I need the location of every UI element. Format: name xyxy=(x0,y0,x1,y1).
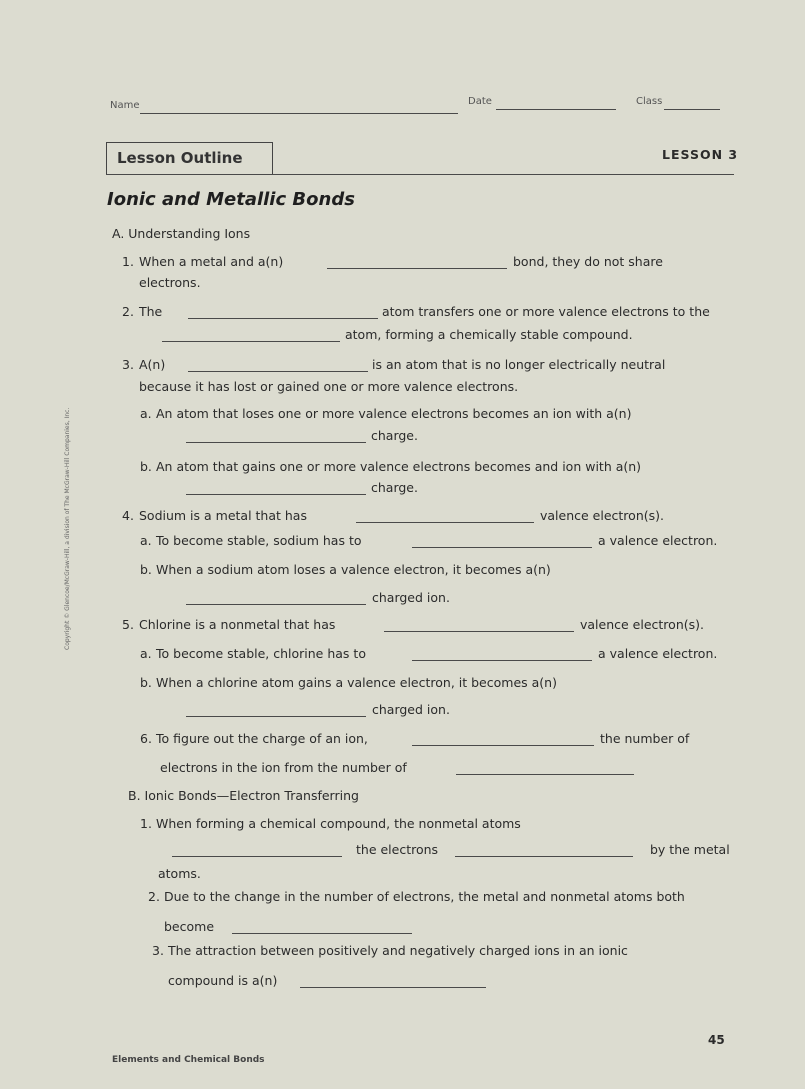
q-a6-text: To figure out the charge of an ion, xyxy=(156,731,368,746)
q-a4a-letter: a. xyxy=(140,533,152,548)
q-a4b-text: When a sodium atom loses a valence electron, it becomes a(n) xyxy=(156,562,551,577)
q-a6-blank-1[interactable] xyxy=(412,745,594,746)
date-label: Date xyxy=(468,96,492,107)
q-a4-text-post: valence electron(s). xyxy=(540,508,664,523)
q-a3b-blank[interactable] xyxy=(186,494,366,495)
q-a5-text: Chlorine is a nonmetal that has xyxy=(139,617,336,632)
q-a3-text: A(n) xyxy=(139,357,166,372)
q-b2-text: Due to the change in the number of electrons, the metal and nonmetal atoms both xyxy=(164,889,685,904)
q-a3a-text-post: charge. xyxy=(371,428,418,443)
q-b1-blank-1[interactable] xyxy=(172,856,342,857)
q-b3-text-cont: compound is a(n) xyxy=(168,973,278,988)
q-a4a-text: To become stable, sodium has to xyxy=(156,533,362,548)
q-a5b-text: When a chlorine atom gains a valence electron, it becomes a(n) xyxy=(156,675,557,690)
q-a1-number: 1. xyxy=(122,254,134,269)
q-b3-blank[interactable] xyxy=(300,987,486,988)
q-b3-text: The attraction between positively and negatively charged ions in an ionic xyxy=(168,943,628,958)
q-a3-blank[interactable] xyxy=(188,371,368,372)
q-a2-number: 2. xyxy=(122,304,134,319)
q-b2-number: 2. xyxy=(148,889,160,904)
q-a5a-text: To become stable, chlorine has to xyxy=(156,646,366,661)
q-a2-text: The xyxy=(139,304,163,319)
q-a3a-letter: a. xyxy=(140,406,152,421)
q-a6-blank-2[interactable] xyxy=(456,774,634,775)
q-a2-text-cont: atom, forming a chemically stable compound. xyxy=(345,327,633,342)
class-label: Class xyxy=(636,96,663,107)
q-a6-text-cont: electrons in the ion from the number of xyxy=(160,760,407,775)
section-b-heading: B. Ionic Bonds—Electron Transferring xyxy=(128,788,359,803)
class-field[interactable] xyxy=(664,109,720,110)
q-b1-text: When forming a chemical compound, the nonmetal atoms xyxy=(156,816,521,831)
section-a-heading: A. Understanding Ions xyxy=(112,226,251,241)
q-a5-text-post: valence electron(s). xyxy=(580,617,704,632)
q-a5a-blank[interactable] xyxy=(412,660,592,661)
q-b2-blank[interactable] xyxy=(232,933,412,934)
q-a5a-letter: a. xyxy=(140,646,152,661)
q-a4-text: Sodium is a metal that has xyxy=(139,508,307,523)
q-a3b-text-post: charge. xyxy=(371,480,418,495)
q-b1-text-post: by the metal xyxy=(650,842,730,857)
q-a4b-letter: b. xyxy=(140,562,152,577)
q-a3b-text: An atom that gains one or more valence electrons becomes and ion with a(n) xyxy=(156,459,642,474)
q-a2-blank-2[interactable] xyxy=(162,341,340,342)
lesson-number: LESSON 3 xyxy=(662,147,739,162)
q-a3b-letter: b. xyxy=(140,459,152,474)
q-a4-blank[interactable] xyxy=(356,522,534,523)
lesson-outline-label: Lesson Outline xyxy=(117,149,243,167)
footer-book-title: Elements and Chemical Bonds xyxy=(112,1055,265,1065)
q-a6-text-post: the number of xyxy=(600,731,690,746)
q-a4-number: 4. xyxy=(122,508,134,523)
q-a5a-text-post: a valence electron. xyxy=(598,646,718,661)
q-b3-number: 3. xyxy=(152,943,164,958)
q-a6-number: 6. xyxy=(140,731,152,746)
q-a5-number: 5. xyxy=(122,617,134,632)
q-a1-text-cont: electrons. xyxy=(139,275,201,290)
q-a5b-text-post: charged ion. xyxy=(372,702,450,717)
q-b2-text-cont: become xyxy=(164,919,215,934)
copyright-sidebar: Copyright © Glencoe/McGraw-Hill, a division of The McGraw-Hill Companies, Inc. xyxy=(64,407,71,650)
q-a3a-blank[interactable] xyxy=(186,442,366,443)
q-a3-number: 3. xyxy=(122,357,134,372)
q-a4a-text-post: a valence electron. xyxy=(598,533,718,548)
name-field[interactable] xyxy=(140,113,458,114)
q-a2-blank-1[interactable] xyxy=(188,318,378,319)
q-a1-blank[interactable] xyxy=(327,268,507,269)
page-number: 45 xyxy=(708,1033,725,1047)
q-a3-text-cont: because it has lost or gained one or more valence electrons. xyxy=(139,379,519,394)
q-b1-text-mid: the electrons xyxy=(356,842,439,857)
q-a1-text-post: bond, they do not share xyxy=(513,254,663,269)
q-a3a-text: An atom that loses one or more valence electrons becomes an ion with a(n) xyxy=(156,406,632,421)
date-field[interactable] xyxy=(496,109,616,110)
q-a5b-letter: b. xyxy=(140,675,152,690)
q-b1-number: 1. xyxy=(140,816,152,831)
page-title: Ionic and Metallic Bonds xyxy=(107,189,355,210)
q-b1-text-cont: atoms. xyxy=(158,866,201,881)
name-label: Name xyxy=(110,100,140,111)
q-a3-text-post: is an atom that is no longer electrically neutral xyxy=(372,357,666,372)
lesson-rule xyxy=(106,174,734,175)
q-a4a-blank[interactable] xyxy=(412,547,592,548)
q-a2-text-post: atom transfers one or more valence electrons to the xyxy=(382,304,710,319)
q-a4b-blank[interactable] xyxy=(186,604,366,605)
q-a4b-text-post: charged ion. xyxy=(372,590,450,605)
q-a5-blank[interactable] xyxy=(384,631,574,632)
q-a1-text: When a metal and a(n) xyxy=(139,254,284,269)
q-a5b-blank[interactable] xyxy=(186,716,366,717)
q-b1-blank-2[interactable] xyxy=(455,856,633,857)
